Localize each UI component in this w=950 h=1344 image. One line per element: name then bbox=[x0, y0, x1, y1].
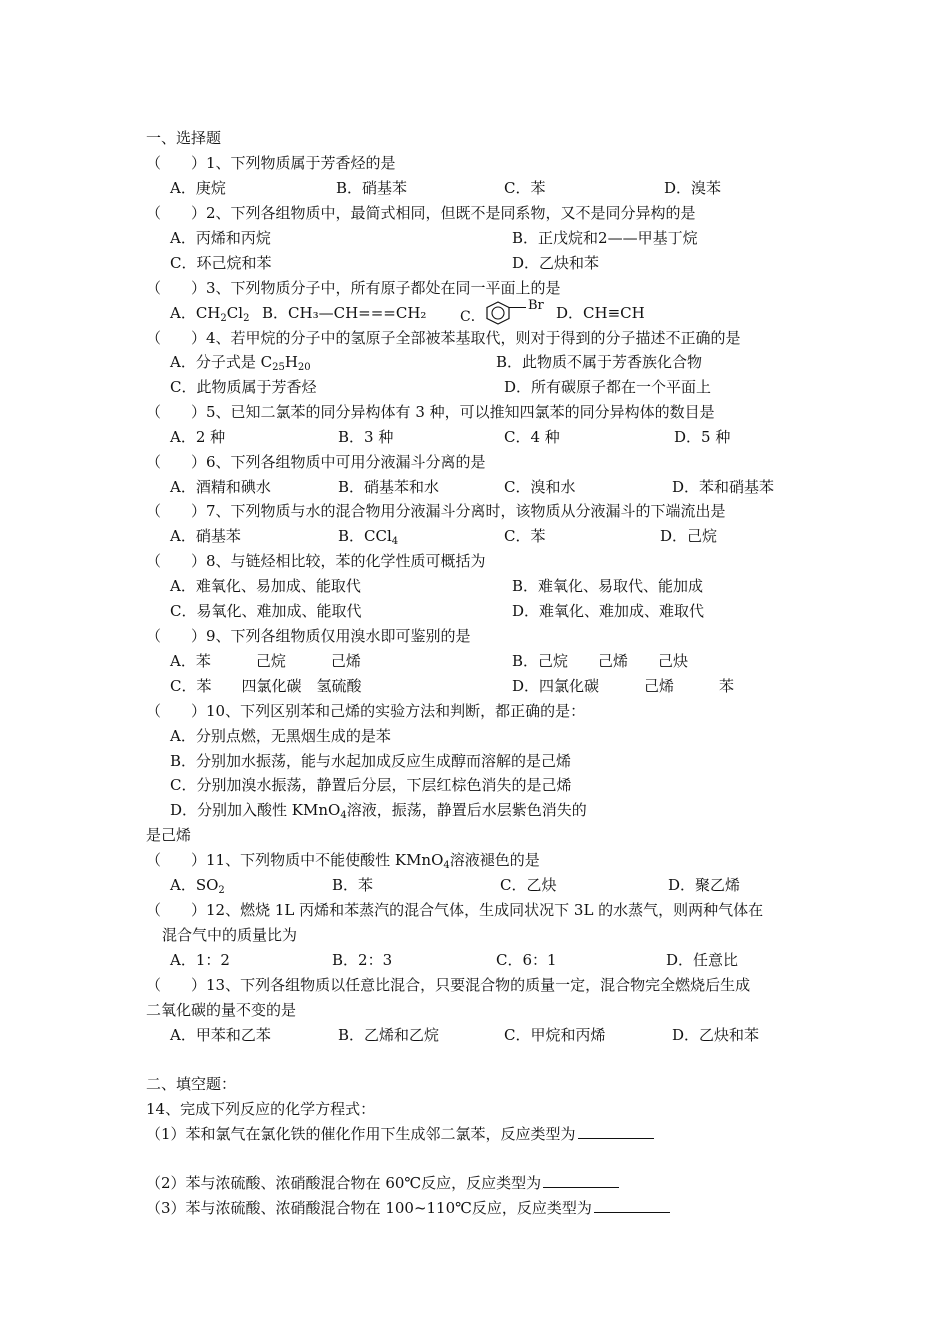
q11-option-a: A．$SO_2$ bbox=[170, 876, 225, 896]
q7-option-c: C．苯 bbox=[504, 527, 546, 545]
q1-option-d: D．溴苯 bbox=[664, 179, 722, 197]
q14-part2: （2）苯与浓硫酸、浓硝酸混合物在 60℃反应，反应类型为 bbox=[146, 1173, 619, 1193]
q6-stem: （ ）6、下列各组物质中可用分液漏斗分离的是 bbox=[146, 453, 486, 471]
q12-option-b: B．2：3 bbox=[332, 951, 393, 969]
q13-stem: （ ）13、下列各组物质以任意比混合，只要混合物的质量一定，混合物完全燃烧后生成 bbox=[146, 976, 751, 994]
answer-blank-1[interactable] bbox=[578, 1124, 654, 1139]
q12-stem: （ ）12、燃烧 1L 丙烯和苯蒸汽的混合气体，生成同状况下 3L 的水蒸气，则两种气体在 bbox=[146, 901, 764, 919]
q2-option-d: D．乙炔和苯 bbox=[512, 254, 600, 272]
q9-stem: （ ）9、下列各组物质仅用溴水即可鉴别的是 bbox=[146, 627, 471, 645]
q14-part1: （1）苯和氯气在氯化铁的催化作用下生成邻二氯苯，反应类型为 bbox=[146, 1124, 654, 1144]
q13-option-d: D．乙炔和苯 bbox=[672, 1026, 760, 1044]
section2-title: 二、填空题： bbox=[146, 1075, 237, 1093]
q3-option-a: A．$CH_2Cl_2$ bbox=[170, 304, 250, 324]
q8-stem: （ ）8、与链烃相比较，苯的化学性质可概括为 bbox=[146, 552, 486, 570]
section1-title: 一、选择题 bbox=[146, 129, 222, 147]
q7-option-d: D．己烷 bbox=[660, 527, 718, 545]
q3-option-b: B．CH₃—CH===CH₂ bbox=[262, 304, 427, 322]
q4-option-c: C．此物质属于芳香烃 bbox=[170, 378, 317, 396]
q4-stem: （ ）4、若甲烷的分子中的氢原子全部被苯基取代，则对于得到的分子描述不正确的是 bbox=[146, 329, 741, 347]
q3-option-c bbox=[460, 300, 550, 326]
q10-option-d: D．分别加入酸性 KMnO$_4$溶液，振荡，静置后水层紫色消失的 bbox=[170, 801, 587, 821]
q11-option-b: B．苯 bbox=[332, 876, 374, 894]
q9-option-c: C．苯 四氯化碳 氢硫酸 bbox=[170, 677, 362, 695]
q11-option-d: D．聚乙烯 bbox=[668, 876, 741, 894]
q10-option-a: A．分别点燃，无黑烟生成的是苯 bbox=[170, 727, 391, 745]
q5-option-a: A．2 种 bbox=[170, 428, 226, 446]
q1-option-b: B．硝基苯 bbox=[336, 179, 408, 197]
q7-option-a: A．硝基苯 bbox=[170, 527, 241, 545]
q7-stem: （ ）7、下列物质与水的混合物用分液漏斗分离时，该物质从分液漏斗的下端流出是 bbox=[146, 502, 726, 520]
q5-stem: （ ）5、已知二氯苯的同分异构体有 3 种，可以推知四氯苯的同分异构体的数目是 bbox=[146, 403, 715, 421]
q14-stem: 14、完成下列反应的化学方程式： bbox=[146, 1100, 376, 1118]
q3-option-c-label: C． bbox=[460, 309, 485, 325]
q9-option-b: B．己烷 己烯 己炔 bbox=[512, 652, 689, 670]
q5-option-d: D．5 种 bbox=[674, 428, 731, 446]
q6-option-b: B．硝基苯和水 bbox=[338, 478, 440, 496]
q14-part3: （3）苯与浓硫酸、浓硝酸混合物在 100~110℃反应，反应类型为 bbox=[146, 1198, 670, 1218]
q13-option-b: B．乙烯和乙烷 bbox=[338, 1026, 440, 1044]
q1-stem: （ ）1、下列物质属于芳香烃的是 bbox=[146, 154, 396, 172]
q4-option-d: D．所有碳原子都在一个平面上 bbox=[504, 378, 712, 396]
q4-option-a: A．分子式是 $C_{25}H_{20}$ bbox=[170, 353, 311, 373]
q11-option-c: C．乙炔 bbox=[500, 876, 557, 894]
q7-option-b: B．CCl$_4$ bbox=[338, 527, 399, 547]
q10-option-c: C．分别加溴水振荡，静置后分层，下层红棕色消失的是己烯 bbox=[170, 776, 572, 794]
q12-option-a: A．1：2 bbox=[170, 951, 230, 969]
q9-option-d: D．四氯化碳 己烯 苯 bbox=[512, 677, 735, 695]
q2-option-a: A．丙烯和丙烷 bbox=[170, 229, 271, 247]
answer-blank-2[interactable] bbox=[543, 1173, 619, 1188]
q12-stem-continued: 混合气中的质量比为 bbox=[162, 926, 298, 944]
q8-option-a: A．难氧化、易加成、能取代 bbox=[170, 577, 361, 595]
q12-option-d: D．任意比 bbox=[666, 951, 739, 969]
q8-option-b: B．难氧化、易取代、能加成 bbox=[512, 577, 704, 595]
q4-option-b: B．此物质不属于芳香族化合物 bbox=[496, 353, 703, 371]
q13-option-a: A．甲苯和乙苯 bbox=[170, 1026, 271, 1044]
q6-option-a: A．酒精和碘水 bbox=[170, 478, 271, 496]
q2-option-b: B．正戊烷和2——甲基丁烷 bbox=[512, 229, 698, 247]
q1-option-a: A．庚烷 bbox=[170, 179, 226, 197]
q6-option-d: D．苯和硝基苯 bbox=[672, 478, 775, 496]
q6-option-c: C．溴和水 bbox=[504, 478, 576, 496]
q9-option-a: A．苯 己烷 己烯 bbox=[170, 652, 361, 670]
q10-option-b: B．分别加水振荡，能与水起加成反应生成醇而溶解的是己烯 bbox=[170, 752, 572, 770]
q3-option-d: D．CH≡CH bbox=[556, 304, 645, 322]
q11-stem: （ ）11、下列物质中不能使酸性 KMnO$_4$溶液褪色的是 bbox=[146, 851, 540, 871]
q3-option-c-br: Br bbox=[528, 298, 544, 313]
q5-option-c: C．4 种 bbox=[504, 428, 560, 446]
benzene-ring-circle bbox=[492, 307, 504, 319]
q5-option-b: B．3 种 bbox=[338, 428, 394, 446]
benzene-ring bbox=[487, 302, 509, 324]
q13-option-c: C．甲烷和丙烯 bbox=[504, 1026, 606, 1044]
q2-stem: （ ）2、下列各组物质中，最简式相同，但既不是同系物，又不是同分异构的是 bbox=[146, 204, 696, 222]
q1-option-c: C．苯 bbox=[504, 179, 546, 197]
answer-blank-3[interactable] bbox=[594, 1198, 670, 1213]
q13-stem-continued: 二氧化碳的量不变的是 bbox=[146, 1001, 297, 1019]
q8-option-d: D．难氧化、难加成、难取代 bbox=[512, 602, 705, 620]
q8-option-c: C．易氧化、难加成、能取代 bbox=[170, 602, 362, 620]
q10-stem: （ ）10、下列区别苯和己烯的实验方法和判断，都正确的是： bbox=[146, 702, 586, 720]
q10-option-d-continued: 是己烯 bbox=[146, 826, 192, 844]
q3-stem: （ ）3、下列物质分子中，所有原子都处在同一平面上的是 bbox=[146, 279, 561, 297]
q2-option-c: C．环己烷和苯 bbox=[170, 254, 272, 272]
q12-option-c: C．6：1 bbox=[496, 951, 557, 969]
